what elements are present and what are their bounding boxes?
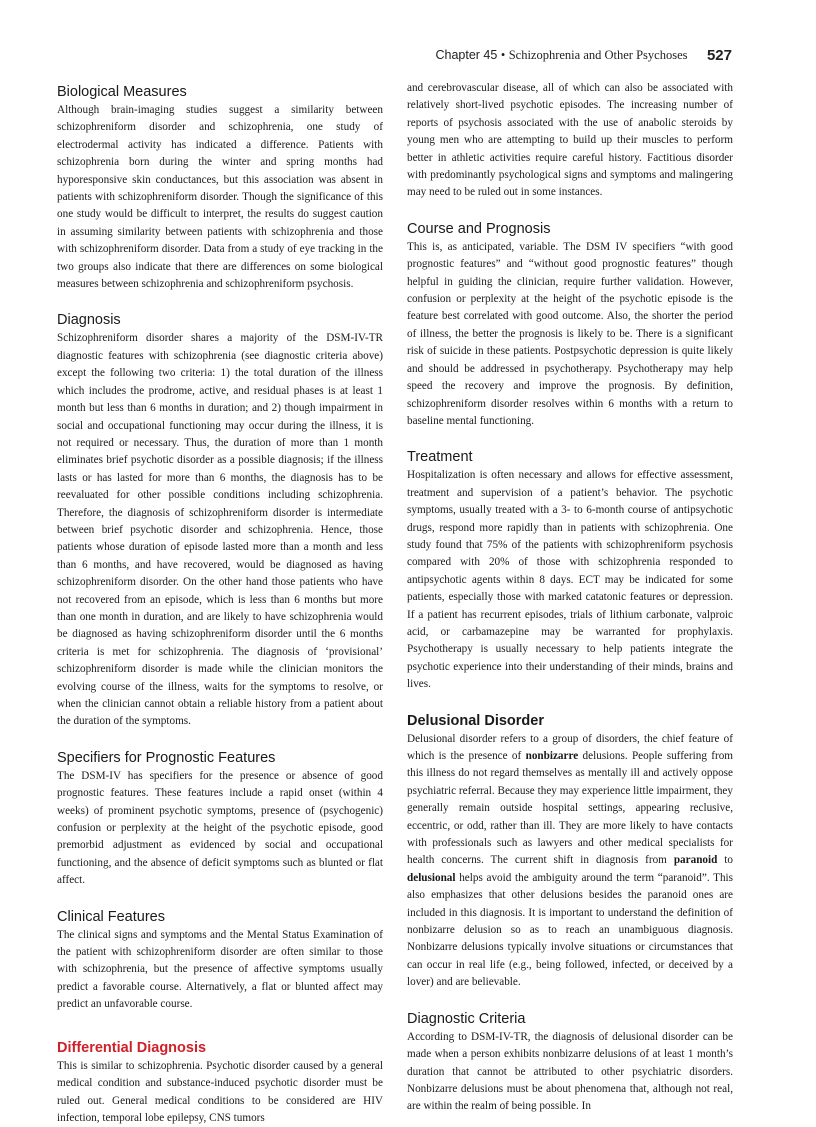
section-biological-measures: [57, 82, 383, 293]
section-diagnosis: [57, 310, 383, 730]
section-treatment: [407, 447, 733, 693]
text-run: helps avoid the ambiguity around the term “paranoid”. This also emphasizes that other delusions besides the paranoid ones are included in this diagnosis. It is important to understand the definition of nonbizarre delusion so as to reach an unambiguous diagnosis. Nonbizarre delusions typically involve situations or circumstances that can occur in real life (e.g., being followed, infected, or deceived by a lover) and are believable.: [407, 871, 733, 989]
section-course-prognosis: [407, 219, 733, 430]
section-paragraph: Although brain-imaging studies suggest a similarity between schizophreniform disorder and schizophrenia, one study of electrodermal activity has indicated a difference. Patients with schizophrenia born during the winter and spring months had hyporesponsive skin conductances, but this association was absent in patients with schizophreniform disorder. Though the significance of this one study would be difficult to interpret, the results do suggest caution in assuming similarity between patients with schizophrenia and those with schizophreniform disorder. Data from a study of eye tracking in the two groups also indicate that there are differences on some biological measures between schizophrenia and schizophreniform psychosis.: [57, 104, 383, 291]
keyword-delusional: delusional: [407, 871, 456, 884]
section-diagnostic-criteria: [407, 1009, 733, 1116]
section-heading: Course and Prognosis: [407, 220, 551, 237]
left-column: [57, 82, 383, 1127]
section-paragraph: Schizophreniform disorder shares a majority of the DSM-IV-TR diagnostic features with schizophrenia (see diagnostic criteria above) except the following two criteria: 1) the total duration of the illness which includes the prodrome, active, and residual phases is at least 1 month but less than 6 months in duration; and 2) though impairment in social and occupational functioning may occur during the illness, it is not required or necessary. Thus, the duration of more than 1 month eliminates brief psychotic disorder as a possible diagnosis; if the illness lasts or has lasted for more than 6 months, the diagnosis has to be reevaluated for other possible conditions including schizophrenia. Therefore, the diagnosis of schizophreniform disorder is intermediate between brief psychotic disorder and schizophrenia. Hence, those patients whose duration of episode lasted more than a month and less than 6 months, and have recovered, would be diagnosed as having schizophreniform disorder. On the other hand those patients who have not recovered from an episode, which is less than 6 months but more than one month in duration, and are likely to have schizophrenia would be diagnosed as having schizophreniform disorder until the 6 months criteria is met for schizophrenia. The diagnosis of ‘provisional’ schizophreniform disorder is made while the clinician monitors the evolving course of the illness, waits for the symptoms to resolve, or when the clinician cannot obtain a reliable history from a patient about the duration of the symptoms.: [57, 332, 383, 728]
section-paragraph: According to DSM-IV-TR, the diagnosis of delusional disorder can be made when a person exhibits nonbizarre delusions of at least 1 month’s duration that cannot be attributed to other psychiatric disorders. Nonbizarre delusions must be about phenomena that, although not real, are within the realm of being possible. In: [407, 1030, 733, 1113]
keyword-paranoid: paranoid: [673, 854, 718, 867]
section-differential-diagnosis: [57, 1038, 383, 1127]
section-heading: Diagnosis: [57, 312, 121, 329]
chapter-title: Schizophrenia and Other Psychoses: [508, 48, 688, 62]
section-clinical-features: [57, 907, 383, 1014]
right-column: [407, 80, 733, 1116]
section-paragraph: [407, 731, 733, 992]
section-heading-major: Delusional Disorder: [407, 712, 544, 729]
section-heading: Biological Measures: [57, 84, 187, 100]
page-number: 527: [706, 47, 732, 64]
chapter-label: Chapter 45: [435, 48, 498, 62]
section-heading: Specifiers for Prognostic Features: [57, 749, 276, 766]
section-continuation: [407, 80, 733, 202]
section-paragraph: The DSM-IV has specifiers for the presence or absence of good prognostic features. These features include a rapid onset (within 4 weeks) of prominent psychotic symptoms, presence of (psychogenic) confusion or perplexity at the height of the psychotic episode, good premorbid adjustment as evidenced by social and occupational functioning, and the absence of deficit symptoms such as blunted or flat affect.: [57, 769, 383, 887]
section-heading-red: Differential Diagnosis: [57, 1039, 207, 1056]
section-paragraph: This is similar to schizophrenia. Psychotic disorder caused by a general medical condition and substance-induced psychotic disorder must be ruled out. General medical conditions to be considered are HIV infection, temporal lobe epilepsy, CNS tumors: [57, 1059, 383, 1124]
text-run: to: [717, 854, 733, 867]
section-specifiers: [57, 748, 383, 890]
text-run: delusions. People suffering from this illness do not regard themselves as mentally ill and actively oppose psychiatric referral. Because they may experience little impairment, they generally remain outside hospital settings, appearing reclusive, eccentric, or odd, rather than ill. They are more likely to have contacts with professionals such as lawyers and other medical specialists for health concerns. The current shift in diagnosis from: [407, 750, 733, 867]
section-heading: Clinical Features: [57, 908, 165, 925]
keyword-nonbizarre: nonbizarre: [525, 750, 579, 762]
section-delusional-disorder: [407, 711, 733, 992]
header-separator: •: [500, 48, 506, 62]
section-heading: Diagnostic Criteria: [407, 1010, 526, 1027]
section-paragraph: This is, as anticipated, variable. The DSM IV specifiers “with good prognostic features” and “without good prognostic features” though helpful in guiding the clinician, require further validation. However, confusion or perplexity at the height of the psychotic episode is the feature best correlated with good outcome. Also, the shorter the period of illness, the better the prognosis is likely to be. There is a significant risk of suicide in these patients. Postpsychotic depression is quite likely and should be addressed in psychotherapy. Psychotherapy may help speed the recovery and improve the prognosis. By definition, schizophreniform disorder resolves within 6 months with a return to baseline mental functioning.: [407, 240, 733, 427]
text-run: Delusional disorder refers to a group of disorders, the chief feature of which is the presence of: [407, 732, 733, 762]
section-paragraph: The clinical signs and symptoms and the Mental Status Examination of the patient with schizophreniform disorder are often similar to those with schizophrenia, but the presence of affective symptoms usually predict a favorable course. Alternatively, a flat or blunted affect may predict an unfavorable course.: [57, 928, 383, 1011]
running-head: [435, 46, 732, 63]
section-paragraph: and cerebrovascular disease, all of which can also be associated with relatively short-lived psychotic episodes. The increasing number of reports of psychosis associated with the use of anabolic steroids by young men who are attempting to build up their muscles to perform better in athletic activities require careful history. Factitious disorder with predominantly psychological signs and symptoms and malingering may need to be ruled out in some instances.: [407, 82, 733, 199]
section-paragraph: Hospitalization is often necessary and allows for effective assessment, treatment and supervision of a patient’s behavior. The psychotic symptoms, usually treated with a 3- to 6-month course of antipsychotic drugs, respond more rapidly than in patients with schizophrenia. One study found that 75% of the patients with schizophreniform psychosis compared with 20% of those with schizophrenia responded to antipsychotic agents within 8 days. ECT may be indicated for some patients, especially those with marked catatonic features or depression. If a patient has recurrent episodes, trials of lithium carbonate, valproic acid, or carbamazepine may be warranted for prophylaxis. Psychotherapy is usually necessary to help patients integrate the psychotic experience into their understanding of their minds, brains and lives.: [407, 469, 733, 691]
section-heading: Treatment: [407, 449, 473, 466]
